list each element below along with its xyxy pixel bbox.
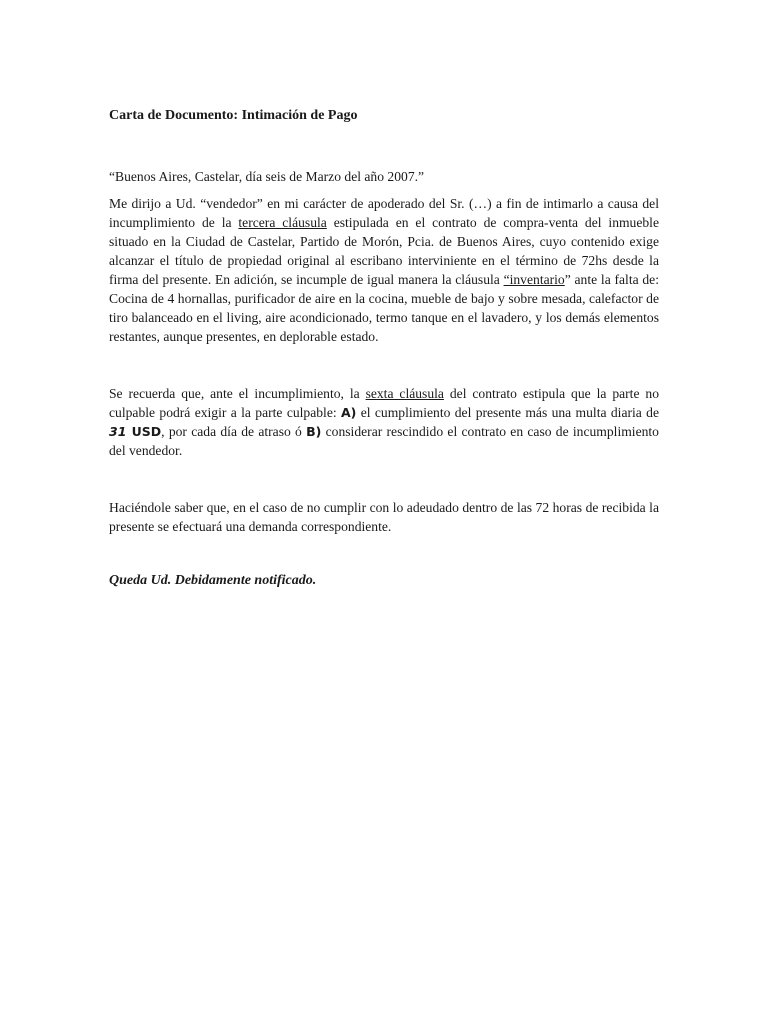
paragraph-text: considerar rescindido el contrato en caso de incumplimiento del vendedor.: [109, 424, 659, 458]
clause-reference-sexta: sexta cláusula: [365, 386, 444, 401]
penalty-currency: USD: [126, 424, 162, 439]
closing-statement: Queda Ud. Debidamente notificado.: [109, 573, 317, 588]
dateline: “Buenos Aires, Castelar, día seis de Marzo del año 2007.”: [109, 169, 425, 184]
document-content: [109, 106, 659, 591]
paragraph-text: estipulada en el contrato de compra-venta del inmueble situado en la Ciudad de Castelar, Partido de Morón, Pcia. de Buenos Aires, cuyo contenido exige alcanzar el título de propiedad original al escribano interviniente en el término de 72hs desde la firma del presente. En adición, se incumple de igual manera la cláusula: [109, 215, 659, 287]
paragraph-text: , por cada día de atraso ó: [161, 424, 307, 439]
option-a-label: A): [340, 405, 357, 420]
paragraph-text: Se recuerda que, ante el incumplimiento, la: [109, 386, 366, 401]
paragraph-text: del contrato estipula que la parte no culpable podrá exigir a la parte culpable:: [109, 386, 659, 420]
option-b-label: B): [306, 424, 322, 439]
clause-reference-inventario: “inventario: [503, 272, 565, 287]
document-title: Carta de Documento: Intimación de Pago: [109, 108, 358, 123]
paragraph-text: el cumplimiento del presente más una multa diaria de: [356, 405, 659, 420]
penalty-amount: 31: [109, 424, 127, 439]
paragraph-intimation: [109, 194, 659, 346]
paragraph-text: ” ante la falta de: Cocina de 4 hornallas, purificador de aire en la cocina, mueble de bajo y sobre mesada, calefactor de tiro balanceado en el living, aire acondicionado, termo tanque en el lavadero, y los demás elementos restantes, aunque presentes, en deplorable estado.: [109, 272, 659, 344]
paragraph-penalty: [109, 384, 659, 460]
clause-reference-tercera: tercera cláusula: [238, 215, 327, 230]
paragraph-text: Me dirijo a Ud. “vendedor” en mi carácter de apoderado del Sr. (…) a fin de intimarlo a causa del incumplimiento de la: [109, 196, 659, 230]
paragraph-deadline: Haciéndole saber que, en el caso de no cumplir con lo adeudado dentro de las 72 horas de recibida la presente se efectuará una demanda correspondiente.: [109, 500, 659, 534]
